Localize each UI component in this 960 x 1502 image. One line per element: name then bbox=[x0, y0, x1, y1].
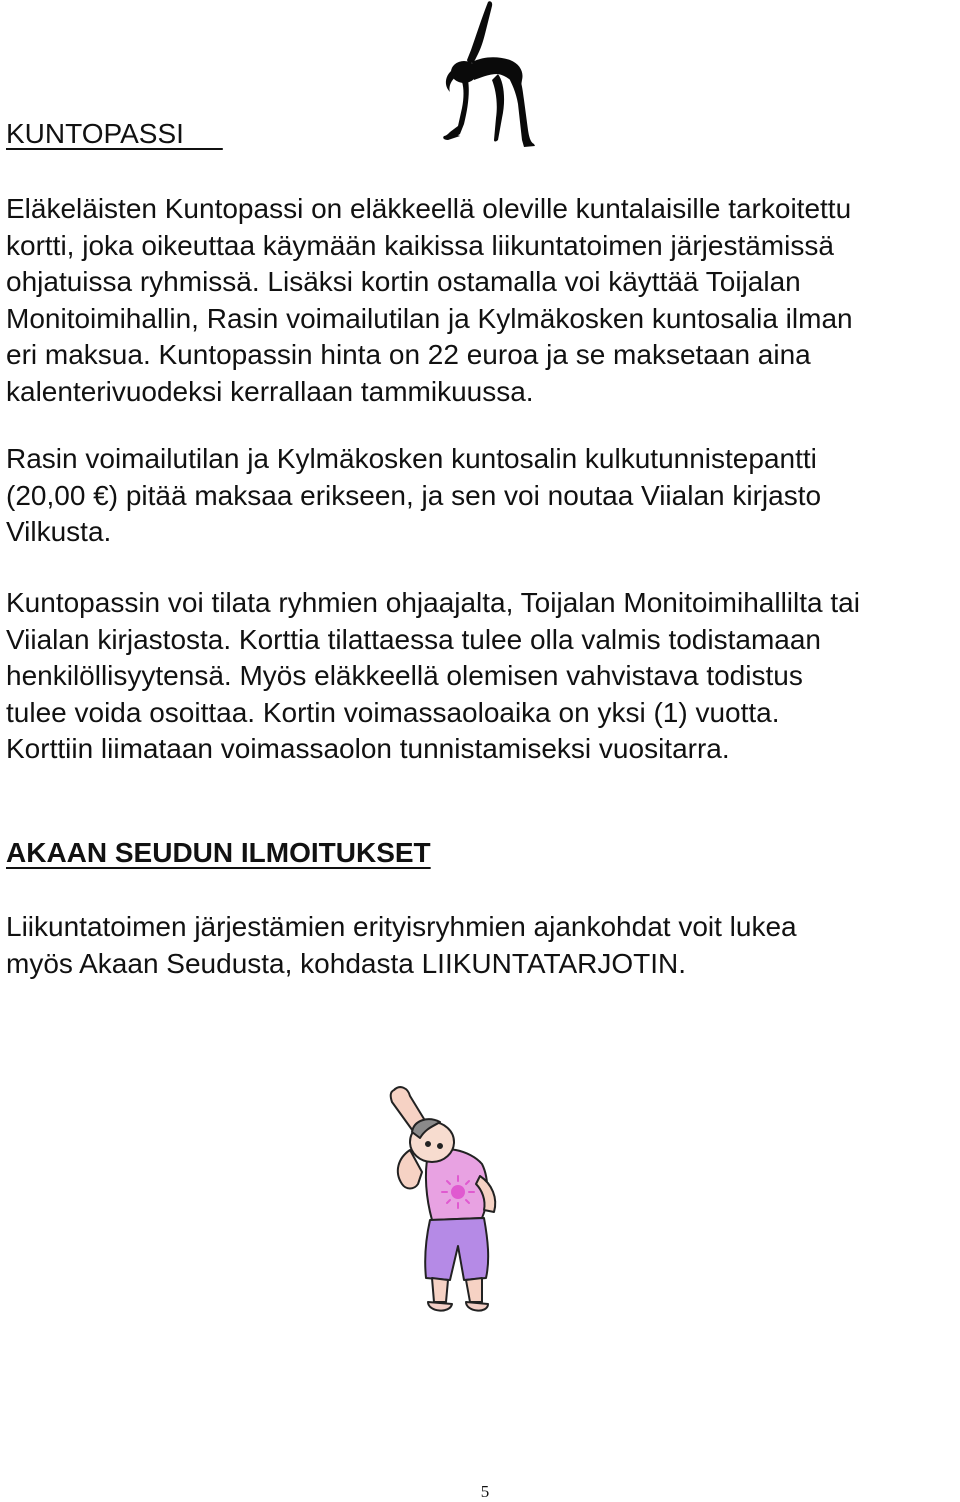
text-line: kalenterivuodeksi kerrallaan tammikuussa. bbox=[6, 375, 534, 407]
text-line: Liikuntatoimen järjestämien erityisryhmien ajankohdat voit lukea bbox=[6, 911, 797, 942]
text-line: tulee voida osoittaa. Kortin voimassaoloaika on yksi (1) vuotta. bbox=[6, 696, 780, 728]
text-line: Korttiin liimataan voimassaolon tunnistamiseksi vuositarra. bbox=[6, 733, 730, 764]
deposit-paragraph bbox=[6, 441, 956, 551]
kuntopassi-intro-paragraph bbox=[6, 191, 956, 410]
text-line: (20,00 €) pitää maksaa erikseen, ja sen voi noutaa Viialan kirjasto bbox=[6, 479, 822, 511]
text-line: eri maksua. Kuntopassin hinta on 22 euroa ja se maksetaan aina bbox=[6, 339, 811, 370]
text-line: myös Akaan Seudusta, kohdasta LIIKUNTATARJOTIN. bbox=[6, 947, 687, 979]
akaan-seudun-heading: AKAAN SEUDUN ILMOITUKSET bbox=[6, 837, 431, 868]
text-line: henkilöllisyytensä. Myös eläkkeellä olemisen vahvistava todistus bbox=[6, 660, 803, 691]
stretching-woman-silhouette-icon bbox=[438, 0, 538, 150]
text-line: kortti, joka oikeuttaa käymään kaikissa liikuntatoimen järjestämissä bbox=[6, 229, 834, 261]
kuntopassi-heading: KUNTOPASSI bbox=[6, 118, 223, 149]
text-line: Kuntopassin voi tilata ryhmien ohjaajalta, Toijalan Monitoimihallilta tai bbox=[6, 587, 860, 618]
text-line: ohjatuissa ryhmissä. Lisäksi kortin ostamalla voi käyttää Toijalan bbox=[6, 266, 801, 297]
text-line: Rasin voimailutilan ja Kylmäkosken kuntosalin kulkutunnistepantti bbox=[6, 443, 817, 474]
text-line: Monitoimihallin, Rasin voimailutilan ja Kylmäkosken kuntosalia ilman bbox=[6, 302, 853, 334]
stretching-person-cartoon-icon bbox=[370, 1080, 520, 1325]
text-line: Vilkusta. bbox=[6, 516, 112, 547]
text-line: Eläkeläisten Kuntopassi on eläkkeellä oleville kuntalaisille tarkoitettu bbox=[6, 193, 852, 224]
text-line: Viialan kirjastosta. Korttia tilattaessa tulee olla valmis todistamaan bbox=[6, 623, 821, 655]
akaan-seudun-paragraph bbox=[6, 909, 956, 982]
ordering-paragraph bbox=[6, 585, 956, 768]
page-number: 5 bbox=[480, 1482, 490, 1501]
